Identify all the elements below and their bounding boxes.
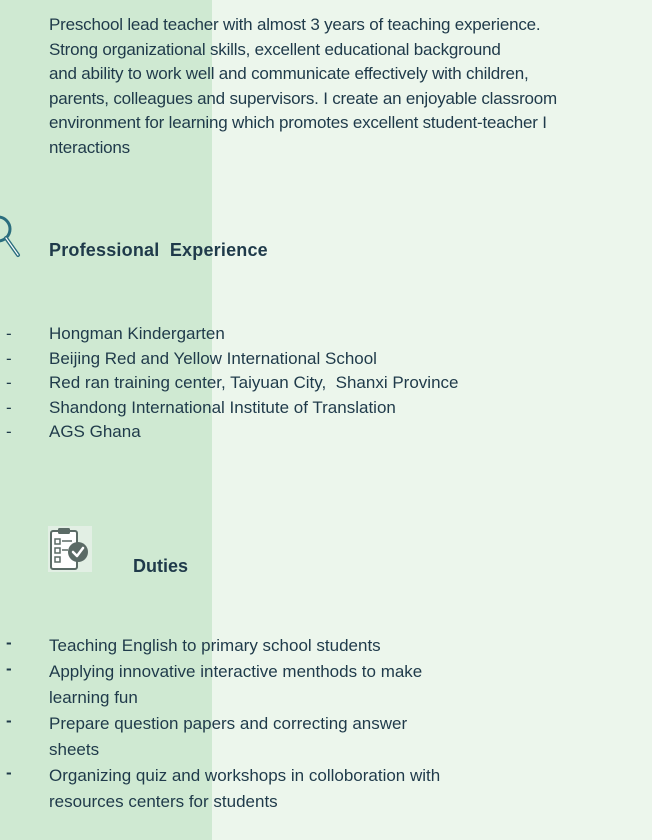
- summary-line: Preschool lead teacher with almost 3 years of teaching experience.: [49, 15, 541, 34]
- summary-line: parents, colleagues and supervisors. I create an enjoyable classroom: [49, 88, 558, 108]
- duty-text: [49, 633, 381, 659]
- list-bullet: -: [6, 711, 12, 730]
- duty-line: Organizing quiz and workshops in colloboration with: [49, 766, 441, 785]
- duties-heading: Duties: [133, 556, 189, 576]
- duty-text: [49, 763, 440, 815]
- employer-name: AGS Ghana: [49, 422, 141, 442]
- summary-paragraph: [49, 13, 639, 161]
- duty-text: [49, 711, 407, 763]
- summary-line: environment for learning which promotes excellent student-teacher I: [49, 113, 547, 133]
- list-bullet: -: [6, 763, 12, 782]
- employer-name: Hongman Kindergarten: [49, 324, 225, 343]
- list-bullet: -: [6, 373, 12, 393]
- duty-line: Applying innovative interactive menthods to make: [49, 662, 423, 681]
- duty-line: sheets: [49, 740, 100, 759]
- summary-line: nteractions: [49, 137, 130, 157]
- duty-line: resources centers for students: [49, 792, 278, 811]
- duty-text: [49, 659, 422, 711]
- clipboard-check-icon: [48, 526, 92, 572]
- list-bullet: -: [6, 397, 12, 417]
- employer-name: Shandong International Institute of Translation: [49, 397, 396, 417]
- duty-line: learning fun: [49, 688, 138, 707]
- list-bullet: -: [6, 633, 12, 652]
- list-bullet: -: [6, 348, 12, 368]
- list-bullet: -: [6, 422, 12, 442]
- list-bullet: -: [6, 659, 12, 678]
- employer-name: Red ran training center, Taiyuan City, Shanxi Province: [49, 373, 459, 393]
- duty-line: Teaching English to primary school students: [49, 636, 381, 655]
- duty-line: Prepare question papers and correcting answer: [49, 714, 408, 733]
- summary-line: Strong organizational skills, excellent educational background: [49, 39, 501, 59]
- list-bullet: -: [6, 324, 12, 343]
- experience-heading: Professional Experience: [49, 240, 268, 260]
- employer-name: Beijing Red and Yellow International School: [49, 348, 377, 368]
- magnifier-icon: [0, 205, 24, 261]
- summary-line: and ability to work well and communicate effectively with children,: [49, 64, 529, 84]
